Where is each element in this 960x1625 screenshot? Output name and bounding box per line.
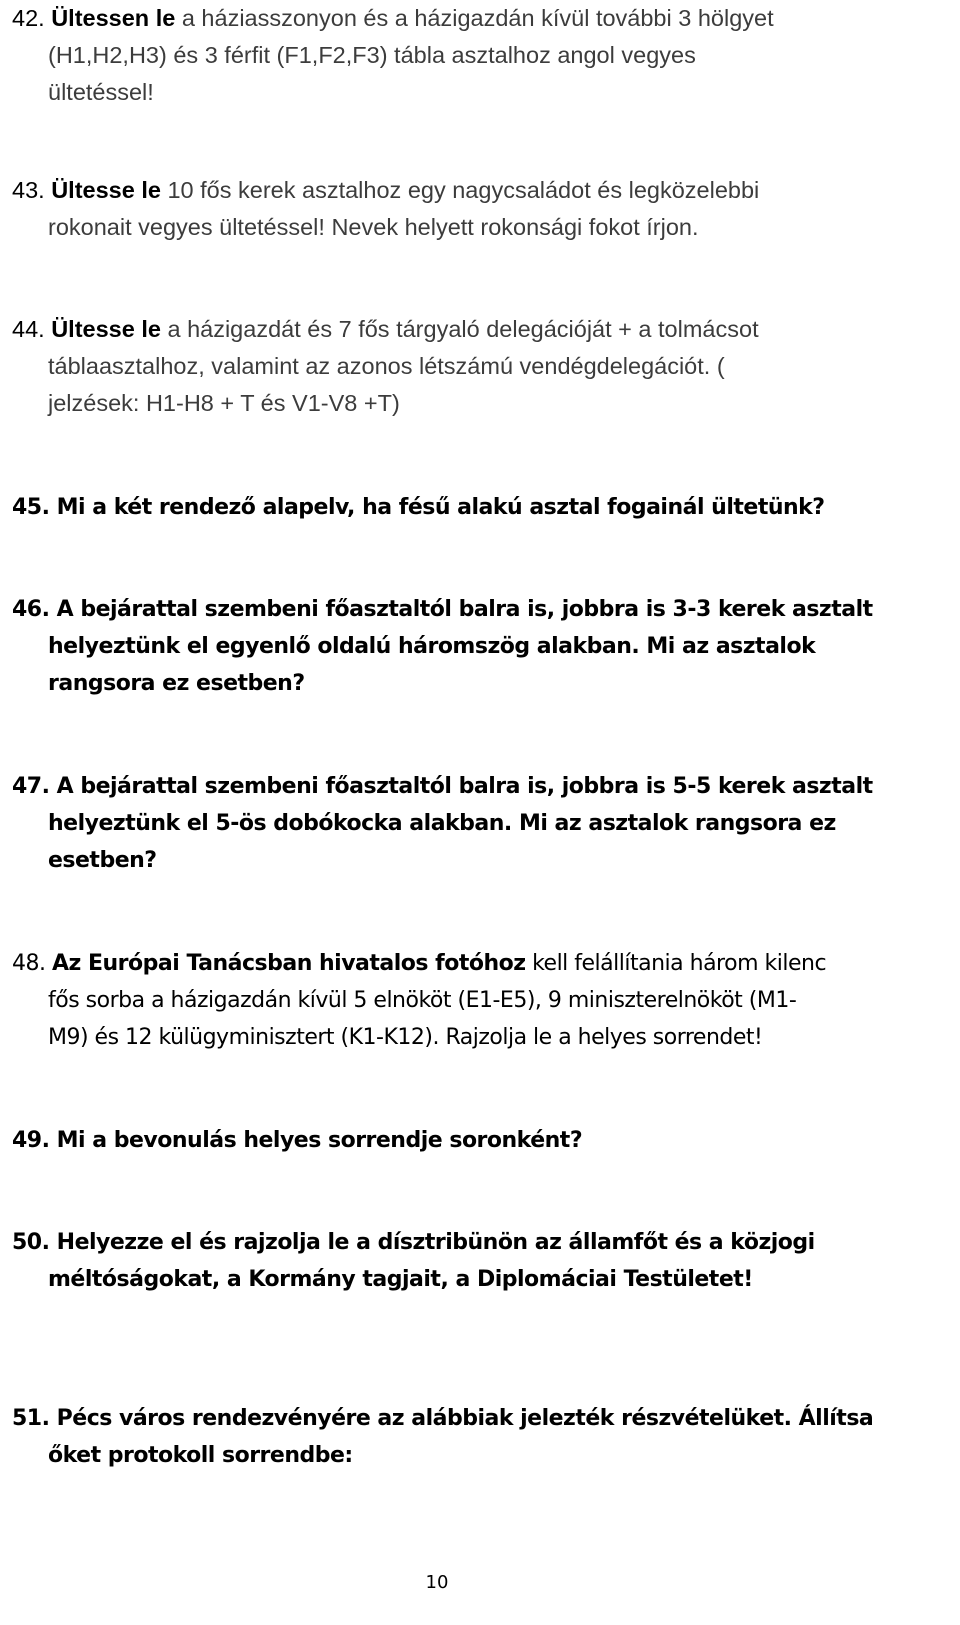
question-48 [12,945,942,1056]
question-text: A bejárattal szembeni főasztaltól balra is, jobbra is 5-5 kerek asztalt [56,774,873,799]
question-text: Mi a két rendező alapelv, ha fésű alakú asztal fogainál ültetünk? [56,495,825,520]
question-text: kell felállítania három kilenc [525,951,827,976]
question-text: őket protokoll sorrendbe: [48,1443,353,1468]
question-46 [12,591,942,702]
question-text: helyeztünk el 5-ös dobókocka alakban. Mi az asztalok rangsora ez [48,811,836,836]
question-lead: Ültesse le [51,177,161,203]
question-number: 49. [12,1128,50,1153]
question-text: esetben? [48,848,157,873]
question-lead: Ültesse le [51,316,161,342]
question-text: M9) és 12 külügyminisztert (K1-K12). Rajzolja le a helyes sorrendet! [48,1025,763,1050]
question-49 [12,1122,942,1159]
question-text: helyeztünk el egyenlő oldalú háromszög alakban. Mi az asztalok [48,634,816,659]
question-text: a háziasszonyon és a házigazdán kívül további 3 hölgyet [175,5,774,31]
question-text: jelzések: H1-H8 + T és V1-V8 +T) [48,390,400,416]
question-text: 10 fős kerek asztalhoz egy nagycsaládot és legközelebbi [160,177,760,203]
question-number: 47. [12,774,50,799]
question-42 [12,0,942,111]
question-47 [12,768,942,879]
question-text: táblaasztalhoz, valamint az azonos létszámú vendégdelegációt. ( [48,353,725,379]
question-text: a házigazdát és 7 fős tárgyaló delegációját + a tolmácsot [160,316,759,342]
question-number: 50. [12,1230,50,1255]
question-text: rangsora ez esetben? [48,671,305,696]
question-number: 43. [12,177,45,203]
question-43 [12,172,942,246]
page-number: 10 [425,1572,449,1593]
question-number: 42. [12,5,45,31]
question-text: fős sorba a házigazdán kívül 5 elnököt (E1-E5), 9 miniszterelnököt (M1- [48,988,797,1013]
question-text: Mi a bevonulás helyes sorrendje soronként? [56,1128,583,1153]
question-number: 46. [12,597,50,622]
question-number: 48. [12,951,46,976]
question-text: méltóságokat, a Kormány tagjait, a Diplomáciai Testületet! [48,1267,753,1292]
question-51 [12,1400,942,1474]
question-45 [12,489,942,526]
question-text: Pécs város rendezvényére az alábbiak jelezték részvételüket. Állítsa [56,1406,874,1431]
question-number: 45. [12,495,50,520]
question-44 [12,311,942,422]
question-text: (H1,H2,H3) és 3 férfit (F1,F2,F3) tábla asztalhoz angol vegyes [48,42,696,68]
question-number: 44. [12,316,45,342]
question-text: A bejárattal szembeni főasztaltól balra is, jobbra is 3-3 kerek asztalt [56,597,873,622]
question-lead: Az Európai Tanácsban hivatalos fotóhoz [52,951,526,976]
question-text: Helyezze el és rajzolja le a dísztribünön az államfőt és a közjogi [56,1230,815,1255]
question-lead: Ültessen le [51,5,176,31]
question-text: ültetéssel! [48,79,154,105]
question-50 [12,1224,942,1298]
question-text: rokonait vegyes ültetéssel! Nevek helyett rokonsági fokot írjon. [48,214,699,240]
question-number: 51. [12,1406,50,1431]
